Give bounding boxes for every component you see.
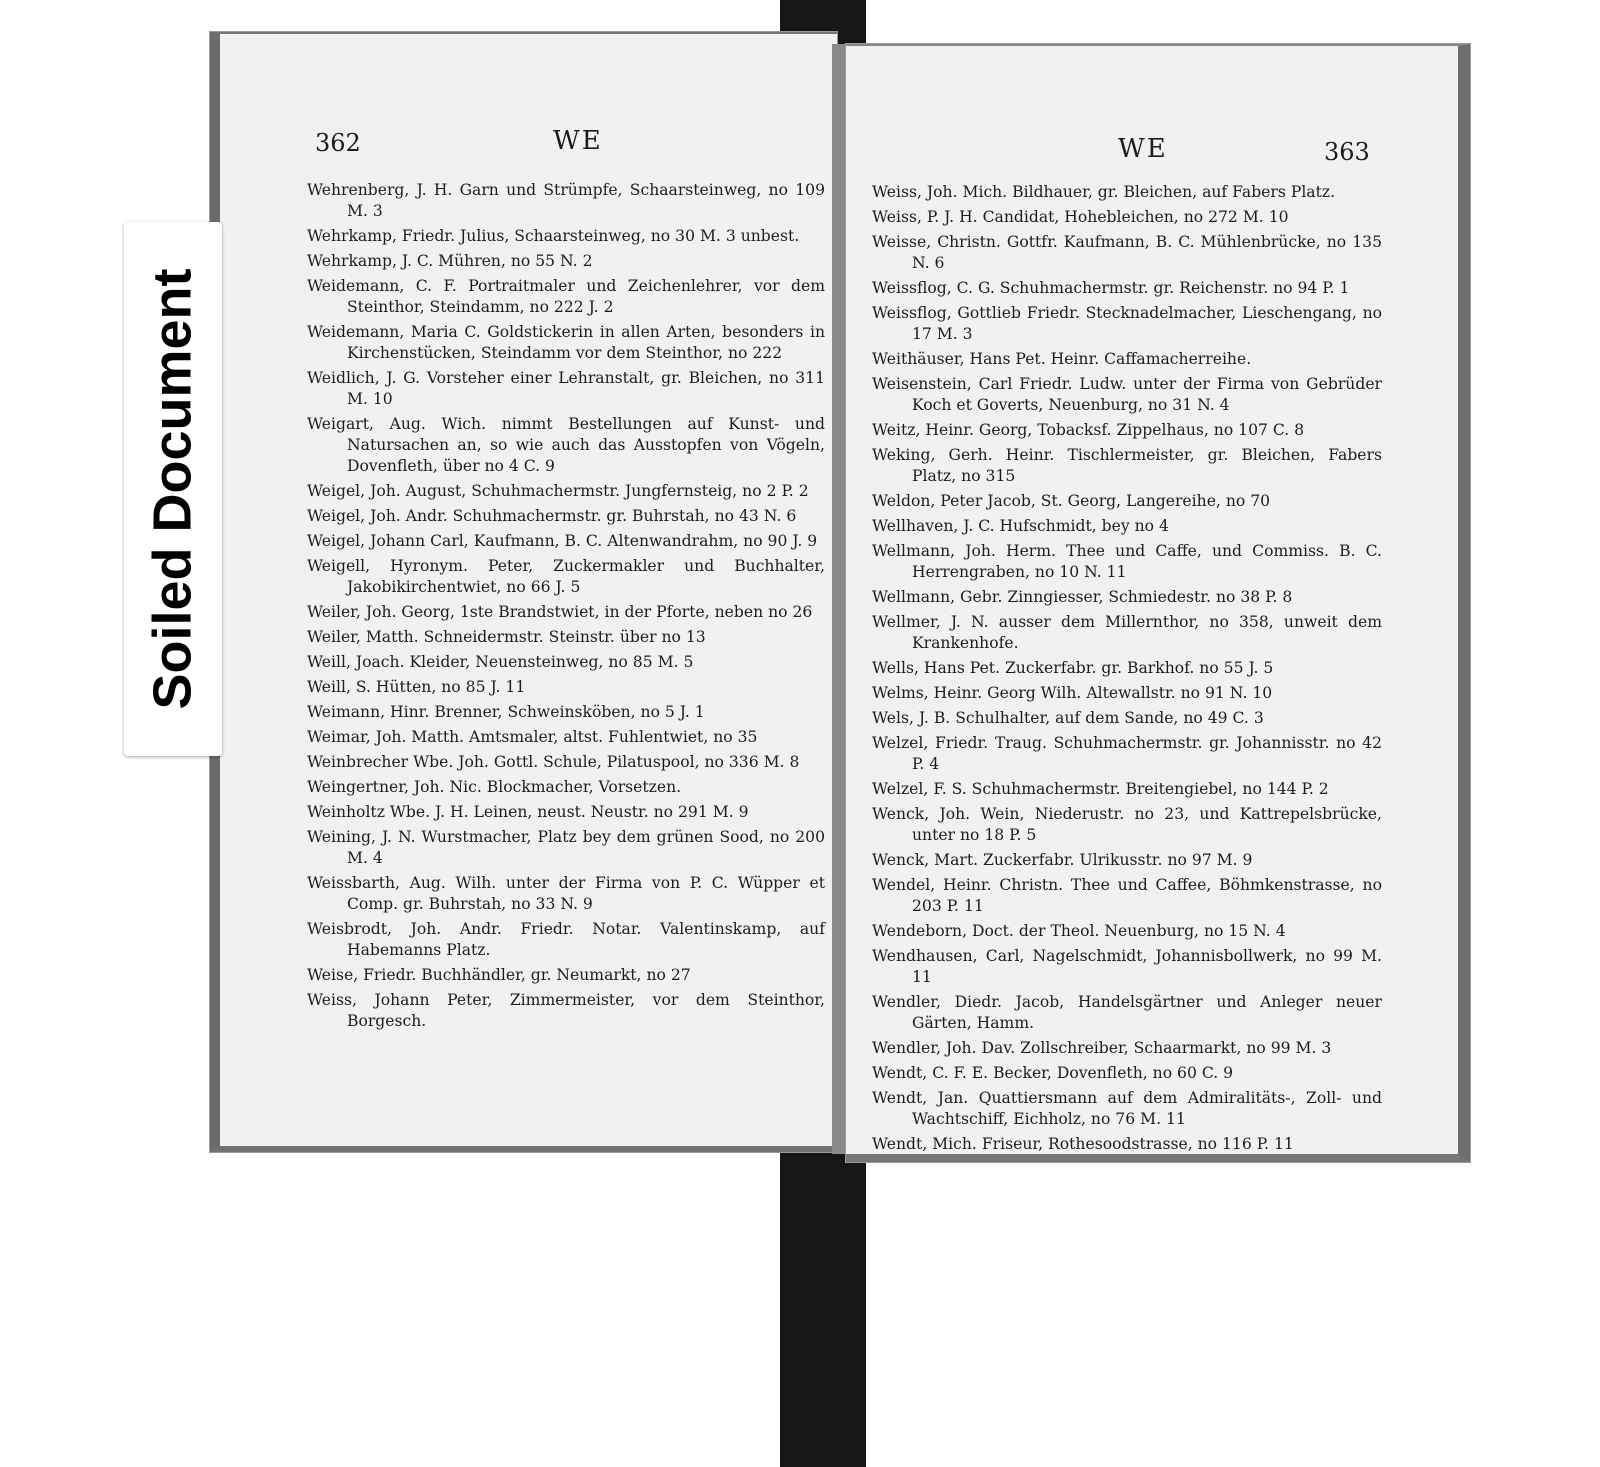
entry: Wellmann, Gebr. Zinngiesser, Schmiedestr. no 38 P. 8 [872, 588, 1293, 606]
entry: Wendler, Diedr. Jacob, Handelsgärtner und Anleger neuer Gärten, Hamm. [872, 993, 1382, 1032]
entry: Weigel, Joh. August, Schuhmachermstr. Jungfernsteig, no 2 P. 2 [307, 482, 809, 500]
entry: Weking, Gerh. Heinr. Tischlermeister, gr. Bleichen, Fabers Platz, no 315 [872, 446, 1382, 485]
entry: Wendel, Heinr. Christn. Thee und Caffee, Böhmkenstrasse, no 203 P. 11 [872, 876, 1382, 915]
entry: Weissflog, C. G. Schuhmachermstr. gr. Reichenstr. no 94 P. 1 [872, 279, 1350, 297]
entry: Wendhausen, Carl, Nagelschmidt, Johannisbollwerk, no 99 M. 11 [872, 947, 1382, 986]
entry: Wels, J. B. Schulhalter, auf dem Sande, no 49 C. 3 [872, 709, 1264, 727]
entry: Wells, Hans Pet. Zuckerfabr. gr. Barkhof. no 55 J. 5 [872, 659, 1274, 677]
entry: Wellmann, Joh. Herm. Thee und Caffe, und Commiss. B. C. Herrengraben, no 10 N. 11 [872, 542, 1382, 581]
soiled-document-label [124, 222, 222, 756]
entry: Weiler, Joh. Georg, 1ste Brandstwiet, in der Pforte, neben no 26 [307, 603, 813, 621]
binding-strip-bottom [780, 1150, 866, 1467]
entry: Wendeborn, Doct. der Theol. Neuenburg, no 15 N. 4 [872, 922, 1286, 940]
entry: Wellhaven, J. C. Hufschmidt, bey no 4 [872, 517, 1169, 535]
entry: Weithäuser, Hans Pet. Heinr. Caffamacherreihe. [872, 350, 1252, 368]
entry: Weitz, Heinr. Georg, Tobacksf. Zippelhaus, no 107 C. 8 [872, 421, 1305, 439]
entry: Wehrkamp, J. C. Mühren, no 55 N. 2 [307, 252, 593, 270]
entry: Weinholtz Wbe. J. H. Leinen, neust. Neustr. no 291 M. 9 [307, 803, 749, 821]
entry: Welzel, F. S. Schuhmachermstr. Breitengiebel, no 144 P. 2 [872, 780, 1329, 798]
entry: Weimann, Hinr. Brenner, Schweinsköben, no 5 J. 1 [307, 703, 705, 721]
entry: Welms, Heinr. Georg Wilh. Altewallstr. no 91 N. 10 [872, 684, 1273, 702]
running-head: WE [553, 126, 603, 156]
entry: Weinbrecher Wbe. Joh. Gottl. Schule, Pilatuspool, no 336 M. 8 [307, 753, 800, 771]
entry: Weissflog, Gottlieb Friedr. Stecknadelmacher, Lieschengang, no 17 M. 3 [872, 304, 1382, 343]
entry: Weiss, P. J. H. Candidat, Hohebleichen, no 272 M. 10 [872, 208, 1289, 226]
entry: Weiss, Johann Peter, Zimmermeister, vor dem Steinthor, Borgesch. [307, 991, 825, 1030]
entry: Wellmer, J. N. ausser dem Millernthor, no 358, unweit dem Krankenhofe. [872, 613, 1382, 652]
left-page [210, 32, 837, 1152]
entry: Weingertner, Joh. Nic. Blockmacher, Vorsetzen. [307, 778, 682, 796]
entry: Weldon, Peter Jacob, St. Georg, Langereihe, no 70 [872, 492, 1271, 510]
entry: Weissbarth, Aug. Wilh. unter der Firma von P. C. Wüpper et Comp. gr. Buhrstah, no 33 N. 9 [307, 874, 825, 913]
entry: Wenck, Joh. Wein, Niederustr. no 23, und Kattrepelsbrücke, unter no 18 P. 5 [872, 805, 1382, 844]
entry: Welzel, Friedr. Traug. Schuhmachermstr. gr. Johannisstr. no 42 P. 4 [872, 734, 1382, 773]
entry: Weill, Joach. Kleider, Neuensteinweg, no 85 M. 5 [307, 653, 694, 671]
running-head: WE [1118, 134, 1168, 164]
entry: Wehrkamp, Friedr. Julius, Schaarsteinweg, no 30 M. 3 unbest. [307, 227, 800, 245]
entry-list [307, 180, 825, 1036]
entry: Weisbrodt, Joh. Andr. Friedr. Notar. Valentinskamp, auf Habemanns Platz. [307, 920, 825, 959]
entry: Weigel, Joh. Andr. Schuhmachermstr. gr. Buhrstah, no 43 N. 6 [307, 507, 797, 525]
entry: Weise, Friedr. Buchhändler, gr. Neumarkt, no 27 [307, 966, 691, 984]
entry: Wendt, C. F. E. Becker, Dovenfleth, no 60 C. 9 [872, 1064, 1234, 1082]
entry: Wendt, Mich. Friseur, Rothesoodstrasse, no 116 P. 11 [872, 1135, 1294, 1153]
entry: Weill, S. Hütten, no 85 J. 11 [307, 678, 526, 696]
entry: Weisse, Christn. Gottfr. Kaufmann, B. C. Mühlenbrücke, no 135 N. 6 [872, 233, 1382, 272]
entry: Wendler, Joh. Dav. Zollschreiber, Schaarmarkt, no 99 M. 3 [872, 1039, 1332, 1057]
soiled-document-label-text: Soiled Document [143, 268, 204, 710]
right-page [846, 44, 1470, 1162]
entry: Weidemann, Maria C. Goldstickerin in allen Arten, besonders in Kirchenstücken, Steindamm vor dem Steinthor, no 222 [307, 323, 825, 362]
entry: Weigel, Johann Carl, Kaufmann, B. C. Altenwandrahm, no 90 J. 9 [307, 532, 818, 550]
entry: Wehrenberg, J. H. Garn und Strümpfe, Schaarsteinweg, no 109 M. 3 [307, 181, 825, 220]
entry: Weigart, Aug. Wich. nimmt Bestellungen auf Kunst- und Natursachen an, so wie auch das Ausstopfen von Vögeln, Dovenfleth, über no 4 C. 9 [307, 415, 825, 475]
page-number: 362 [315, 129, 361, 157]
entry: Weidlich, J. G. Vorsteher einer Lehranstalt, gr. Bleichen, no 311 M. 10 [307, 369, 825, 408]
entry: Weigell, Hyronym. Peter, Zuckermakler und Buchhalter, Jakobikirchentwiet, no 66 J. 5 [307, 557, 825, 596]
entry: Wendt, Jan. Quattiersmann auf dem Admiralitäts-, Zoll- und Wachtschiff, Eichholz, no 76 M. 11 [872, 1089, 1382, 1128]
entry: Wenck, Mart. Zuckerfabr. Ulrikusstr. no 97 M. 9 [872, 851, 1253, 869]
entry: Weiler, Matth. Schneidermstr. Steinstr. über no 13 [307, 628, 706, 646]
entry: Weidemann, C. F. Portraitmaler und Zeichenlehrer, vor dem Steinthor, Steindamm, no 222 J. 2 [307, 277, 825, 316]
entry: Weiss, Joh. Mich. Bildhauer, gr. Bleichen, auf Fabers Platz. [872, 183, 1336, 201]
entry-list [872, 182, 1382, 1159]
entry: Weining, J. N. Wurstmacher, Platz bey dem grünen Sood, no 200 M. 4 [307, 828, 825, 867]
entry: Weimar, Joh. Matth. Amtsmaler, altst. Fuhlentwiet, no 35 [307, 728, 758, 746]
page-number: 363 [1324, 138, 1370, 166]
entry: Weisenstein, Carl Friedr. Ludw. unter der Firma von Gebrüder Koch et Goverts, Neuenburg, no 31 N. 4 [872, 375, 1382, 414]
